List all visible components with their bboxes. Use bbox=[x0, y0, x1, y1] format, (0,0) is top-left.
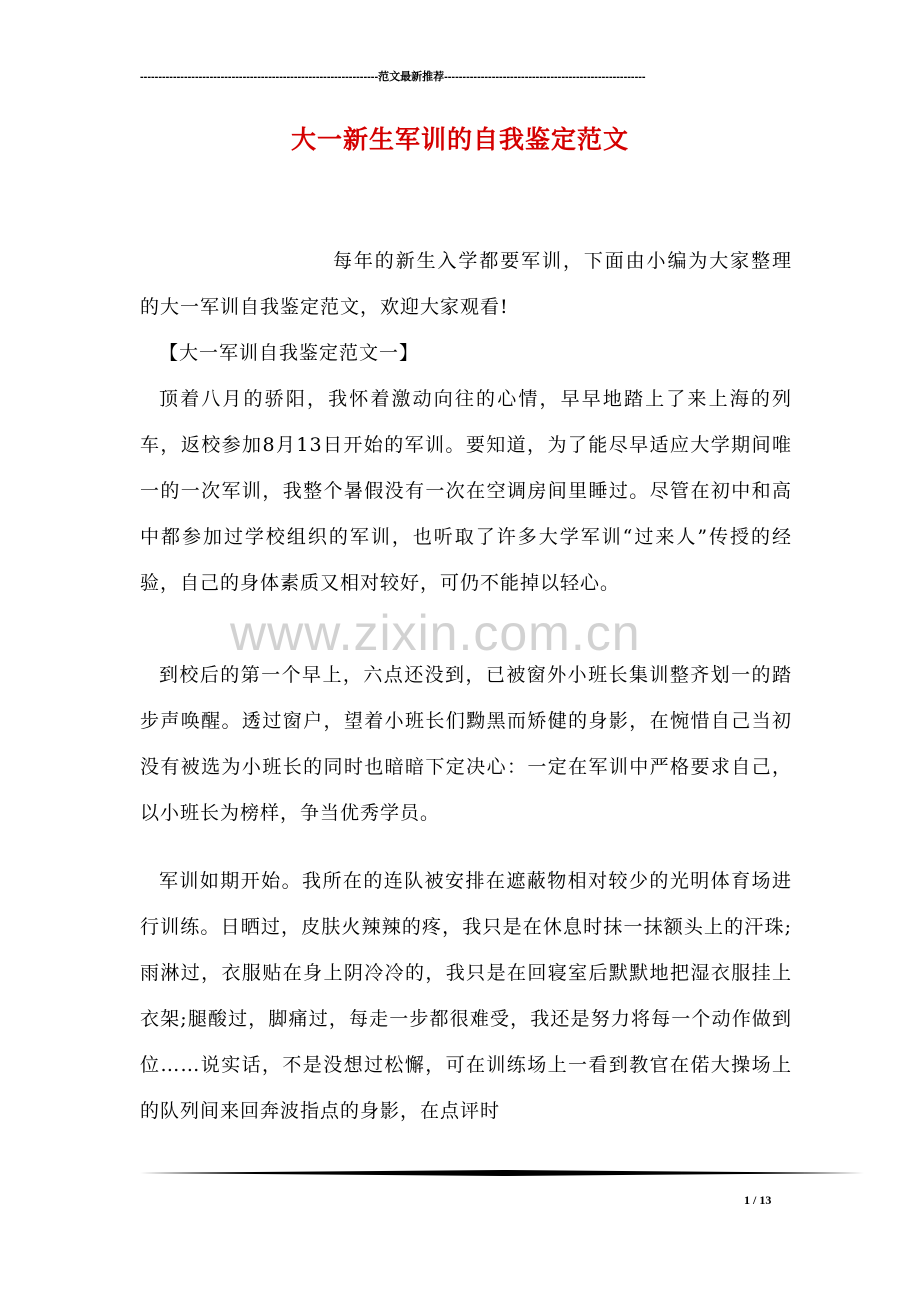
body-paragraph-3: 军训如期开始。我所在的连队被安排在遮蔽物相对较少的光明体育场进行训练。日晒过，皮肤火辣辣的疼，我只是在休息时抹一抹额头上的汗珠;雨淋过，衣服贴在身上阴冷冷的，我只是在回寝室后默默地把湿衣服挂上衣架;腿酸过，脚痛过，每走一步都很难受，我还是努力将每一个动作做到位……说实话，不是没想过松懈，可在训练场上一看到教官在偌大操场上的队列间来回奔波指点的身影，在点评时 bbox=[140, 870, 792, 1122]
section-heading: 【大一军训自我鉴定范文一】 bbox=[159, 342, 420, 364]
body-paragraph-2: 到校后的第一个早上，六点还没到，已被窗外小班长集训整齐划一的踏步声唤醒。透过窗户，望着小班长们黝黑而矫健的身影，在惋惜自己当初没有被选为小班长的同时也暗暗下定决心：一定在军训中严格要求自己，以小班长为榜样，争当优秀学员。 bbox=[140, 664, 792, 824]
document-title: 大一新生军训的自我鉴定范文 bbox=[290, 125, 629, 154]
intro-paragraph: 每年的新生入学都要军训，下面由小编为大家整理的大一军训自我鉴定范文，欢迎大家观看! bbox=[140, 250, 792, 318]
watermark: www.zixin.com.cn bbox=[230, 605, 641, 661]
body-paragraph-1: 顶着八月的骄阳，我怀着激动向往的心情，早早地踏上了来上海的列车，返校参加8月13日开始的军训。要知道，为了能尽早适应大学期间唯一的一次军训，我整个暑假没有一次在空调房间里睡过。尽管在初中和高中都参加过学校组织的军训，也听取了许多大学军训“过来人”传授的经验，自己的身体素质又相对较好，可仍不能掉以轻心。 bbox=[140, 388, 792, 594]
page-number: 1 / 13 bbox=[744, 1193, 772, 1207]
header-banner: -----------------------------------------------------------------范文最新推荐------------------------------------------------------- bbox=[140, 71, 646, 83]
footer-rule bbox=[140, 1170, 864, 1176]
